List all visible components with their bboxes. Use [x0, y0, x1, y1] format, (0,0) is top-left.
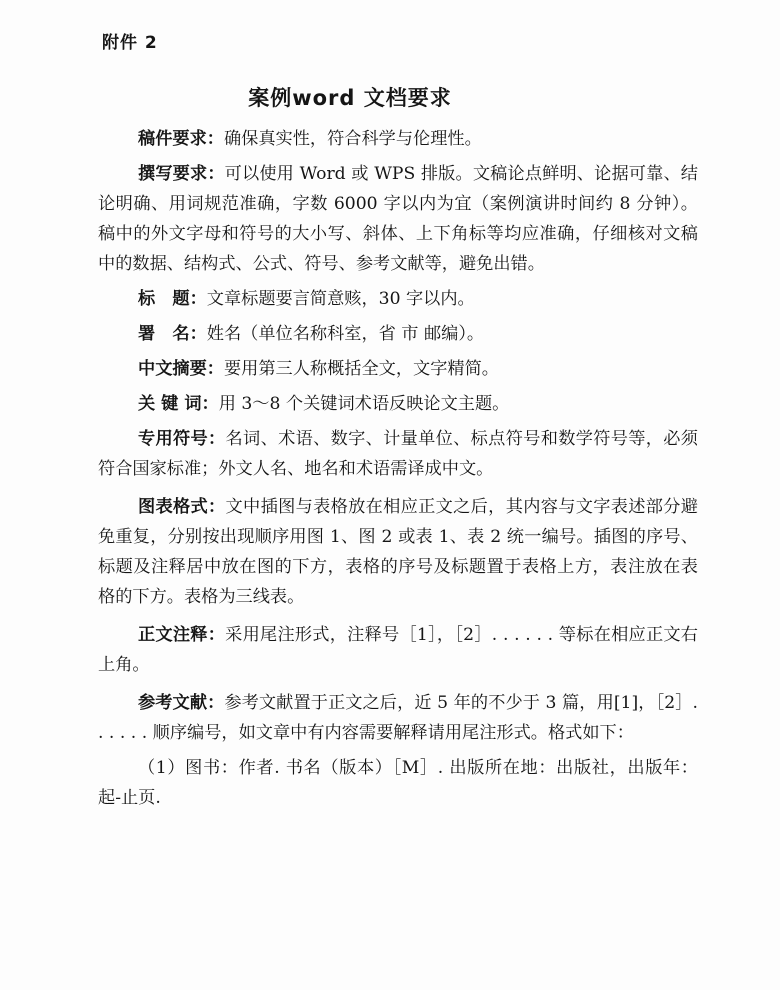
- section-label: 图表格式：: [138, 497, 226, 517]
- section-label: 署 名：: [138, 324, 207, 344]
- section-keywords: [98, 389, 698, 419]
- section-writing-requirements: [98, 159, 698, 279]
- section-manuscript-requirements: [98, 124, 698, 154]
- section-title-rule: [98, 284, 698, 314]
- section-label: 稿件要求：: [138, 129, 224, 149]
- section-text: 要用第三人称概括全文，文字精简。: [223, 359, 499, 379]
- section-text: 用 3～8 个关键词术语反映论文主题。: [218, 394, 510, 414]
- section-text: 采用尾注形式，注释号［1］，［2］. . . . . . 等标在相应正文右上角。: [98, 625, 698, 675]
- section-text-notes: [98, 620, 698, 680]
- section-text: 文中插图与表格放在相应正文之后，其内容与文字表述部分避免重复，分别按出现顺序用图 1、图 2 或表 1、表 2 统一编号。插图的序号、标题及注释居中放在图的下方，表格的序号及标题置于表格上方，表注放在表格的下方。表格为三线表。: [98, 497, 698, 607]
- section-label: 中文摘要：: [138, 359, 224, 379]
- section-signature-rule: [98, 319, 698, 349]
- document-body: [98, 124, 698, 813]
- section-label: 标 题：: [138, 289, 207, 309]
- section-label: 参考文献：: [138, 693, 225, 713]
- section-label: 撰写要求：: [138, 164, 225, 184]
- section-special-symbols: [98, 424, 698, 484]
- document-title: 案例word 文档要求: [248, 86, 452, 110]
- section-label: 专用符号：: [138, 429, 226, 449]
- section-text: 名词、术语、数字、计量单位、标点符号和数学符号等，必须符合国家标准；外文人名、地名和术语需译成中文。: [98, 429, 698, 479]
- section-label: 正文注释：: [138, 625, 226, 645]
- section-text: 可以使用 Word 或 WPS 排版。文稿论点鲜明、论据可靠、结论明确、用词规范准确，字数 6000 字以内为宜（案例演讲时间约 8 分钟）。稿中的外文字母和符号的大小写、斜体、上下角标等均应准确，仔细核对文稿中的数据、结构式、公式、符号、参考文献等，避免出错。: [98, 164, 698, 274]
- section-figure-table-format: [98, 492, 698, 612]
- section-text: 参考文献置于正文之后，近 5 年的不少于 3 篇，用[1]，［2］. . . . . . 顺序编号，如文章中有内容需要解释请用尾注形式。格式如下：: [98, 693, 698, 743]
- attachment-label: 附件 2: [102, 33, 158, 53]
- section-text: 确保真实性，符合科学与伦理性。: [223, 129, 482, 149]
- section-text: 文章标题要言简意赅，30 字以内。: [206, 289, 475, 309]
- section-text: 姓名（单位名称科室，省 市 邮编）。: [206, 324, 485, 344]
- section-chinese-abstract: [98, 354, 698, 384]
- reference-format-book: （1）图书：作者. 书名（版本）［M］. 出版所在地：出版社，出版年：起-止页.: [98, 758, 698, 808]
- section-label: 关 键 词：: [138, 394, 219, 414]
- section-references: [98, 688, 698, 748]
